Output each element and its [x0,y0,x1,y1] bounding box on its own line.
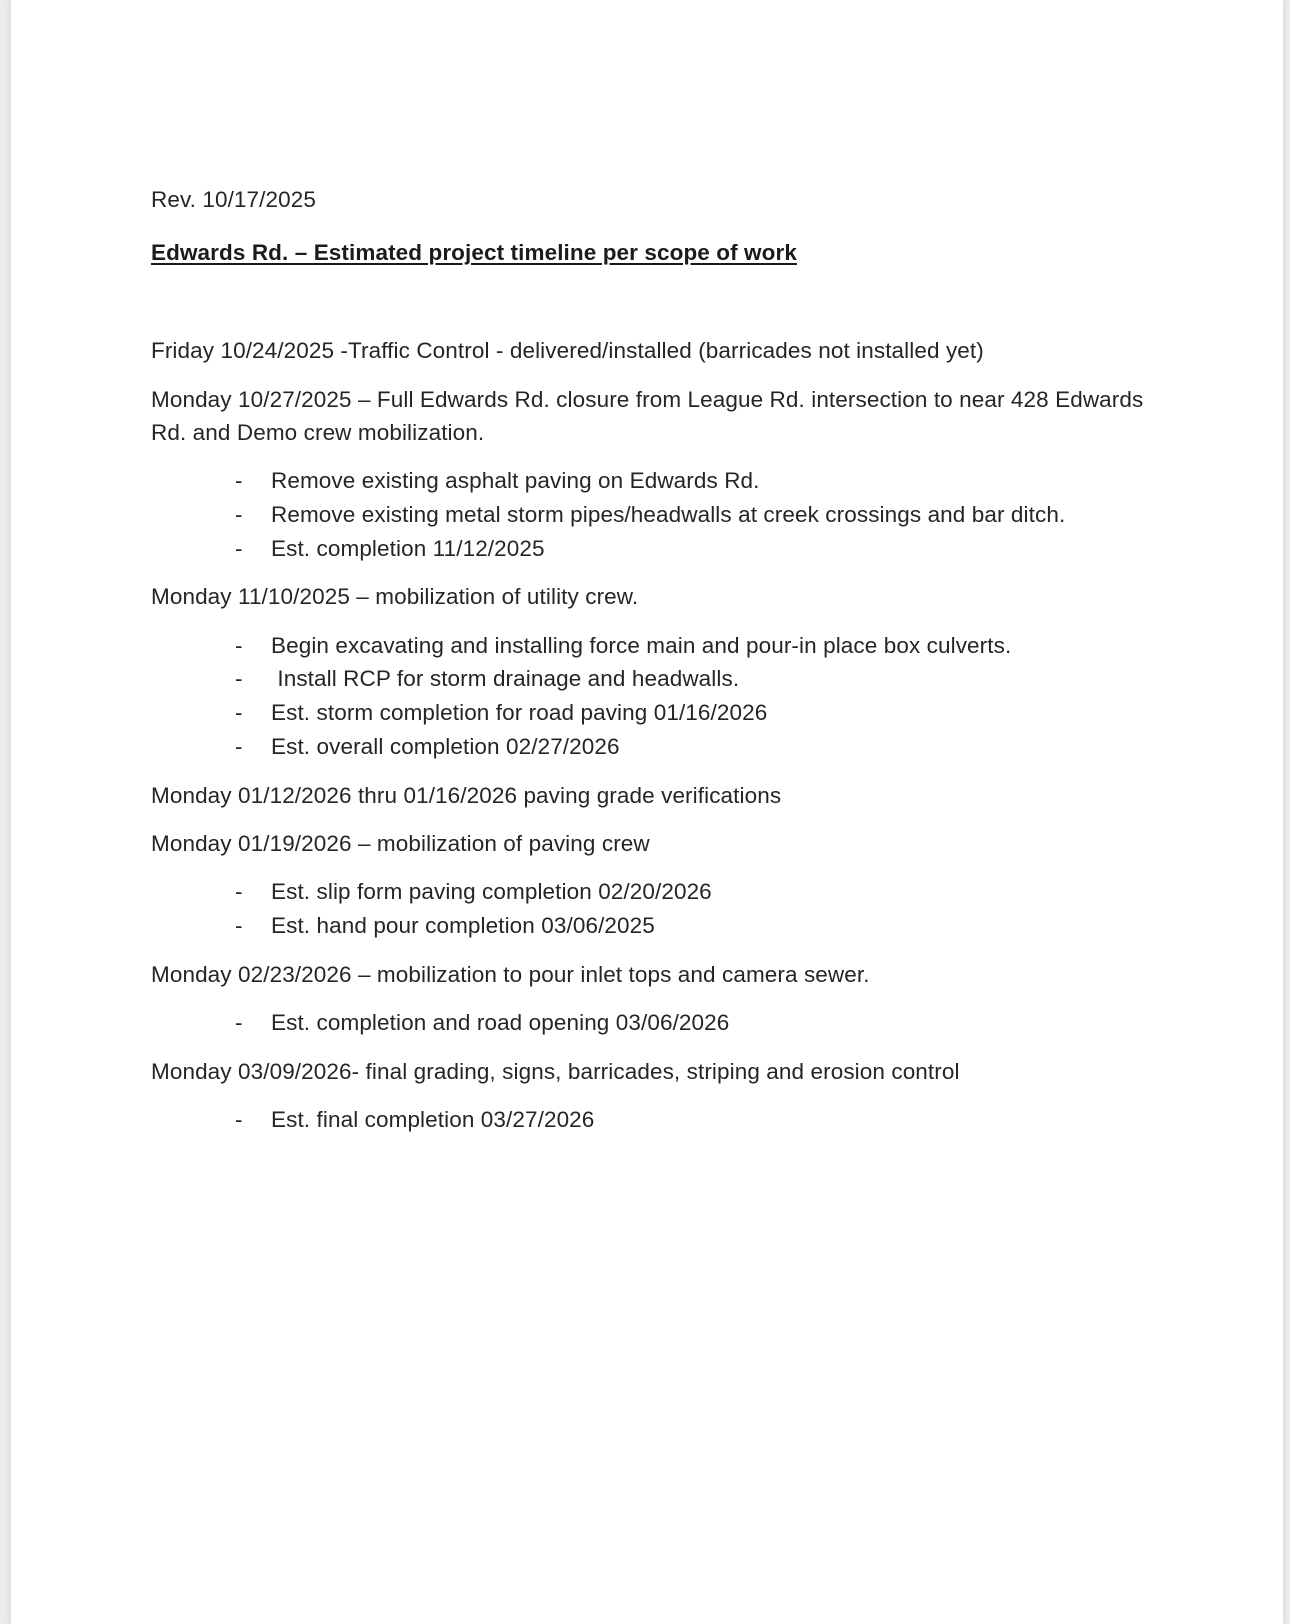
list-item [151,464,1151,498]
timeline-bullet-list [151,875,1151,943]
timeline-block-heading: Monday 03/09/2026- final grading, signs, barricades, striping and erosion control [151,1058,960,1084]
timeline-block [151,827,1151,943]
timeline-block [151,383,1151,566]
timeline-bullet-list [151,464,1151,565]
list-item-label: Est. slip form paving completion 02/20/2026 [271,879,712,905]
bullet-dash-icon: - [235,501,243,527]
timeline-block [151,1055,1151,1137]
list-item [151,1006,1151,1040]
list-item-label: Begin excavating and installing force main and pour-in place box culverts. [271,632,1012,658]
bullet-dash-icon: - [235,632,243,658]
page-title: Edwards Rd. – Estimated project timeline per scope of work [151,240,797,266]
list-item-label: Est. completion 11/12/2025 [271,535,545,561]
timeline-block-heading: Monday 02/23/2026 – mobilization to pour inlet tops and camera sewer. [151,961,870,987]
bullet-dash-icon: - [235,879,243,905]
bullet-dash-icon: - [235,666,243,692]
timeline-bullet-list [151,1006,1151,1040]
list-item [151,696,1151,730]
timeline-block-heading: Monday 01/12/2026 thru 01/16/2026 paving grade verifications [151,782,782,808]
list-item-label: Install RCP for storm drainage and headwalls. [271,666,740,692]
list-item-label: Est. storm completion for road paving 01/16/2026 [271,700,768,726]
document-content [151,183,1151,1152]
list-item-label: Est. overall completion 02/27/2026 [271,733,620,759]
bullet-dash-icon: - [235,733,243,759]
list-item [151,532,1151,566]
timeline-blocks [151,334,1151,1137]
bullet-dash-icon: - [235,700,243,726]
list-item-label: Remove existing asphalt paving on Edwards Rd. [271,468,760,494]
timeline-block [151,958,1151,1040]
list-item-label: Est. final completion 03/27/2026 [271,1107,595,1133]
bullet-dash-icon: - [235,913,243,939]
list-item-label: Est. hand pour completion 03/06/2025 [271,913,655,939]
bullet-dash-icon: - [235,535,243,561]
revision-line: Rev. 10/17/2025 [151,187,316,212]
list-item [151,875,1151,909]
list-item-label: Est. completion and road opening 03/06/2026 [271,1010,730,1036]
timeline-block [151,779,1151,812]
timeline-block-heading: Monday 10/27/2025 – Full Edwards Rd. closure from League Rd. intersection to near 428 Edwards Rd. and Demo crew mobilization. [151,386,1150,445]
bullet-dash-icon: - [235,468,243,494]
list-item [151,909,1151,943]
list-item [151,662,1151,696]
list-item [151,498,1151,532]
document-page [11,0,1283,1624]
timeline-block-heading: Friday 10/24/2025 -Traffic Control - delivered/installed (barricades not installed yet) [151,338,984,364]
timeline-block-heading: Monday 01/19/2026 – mobilization of paving crew [151,831,650,857]
timeline-block [151,334,1151,367]
bullet-dash-icon: - [235,1010,243,1036]
list-item [151,629,1151,663]
timeline-block [151,580,1151,763]
list-item-label: Remove existing metal storm pipes/headwalls at creek crossings and bar ditch. [271,501,1066,527]
timeline-bullet-list [151,629,1151,764]
bullet-dash-icon: - [235,1107,243,1133]
list-item [151,730,1151,764]
list-item [151,1103,1151,1137]
timeline-bullet-list [151,1103,1151,1137]
timeline-block-heading: Monday 11/10/2025 – mobilization of utility crew. [151,584,639,610]
